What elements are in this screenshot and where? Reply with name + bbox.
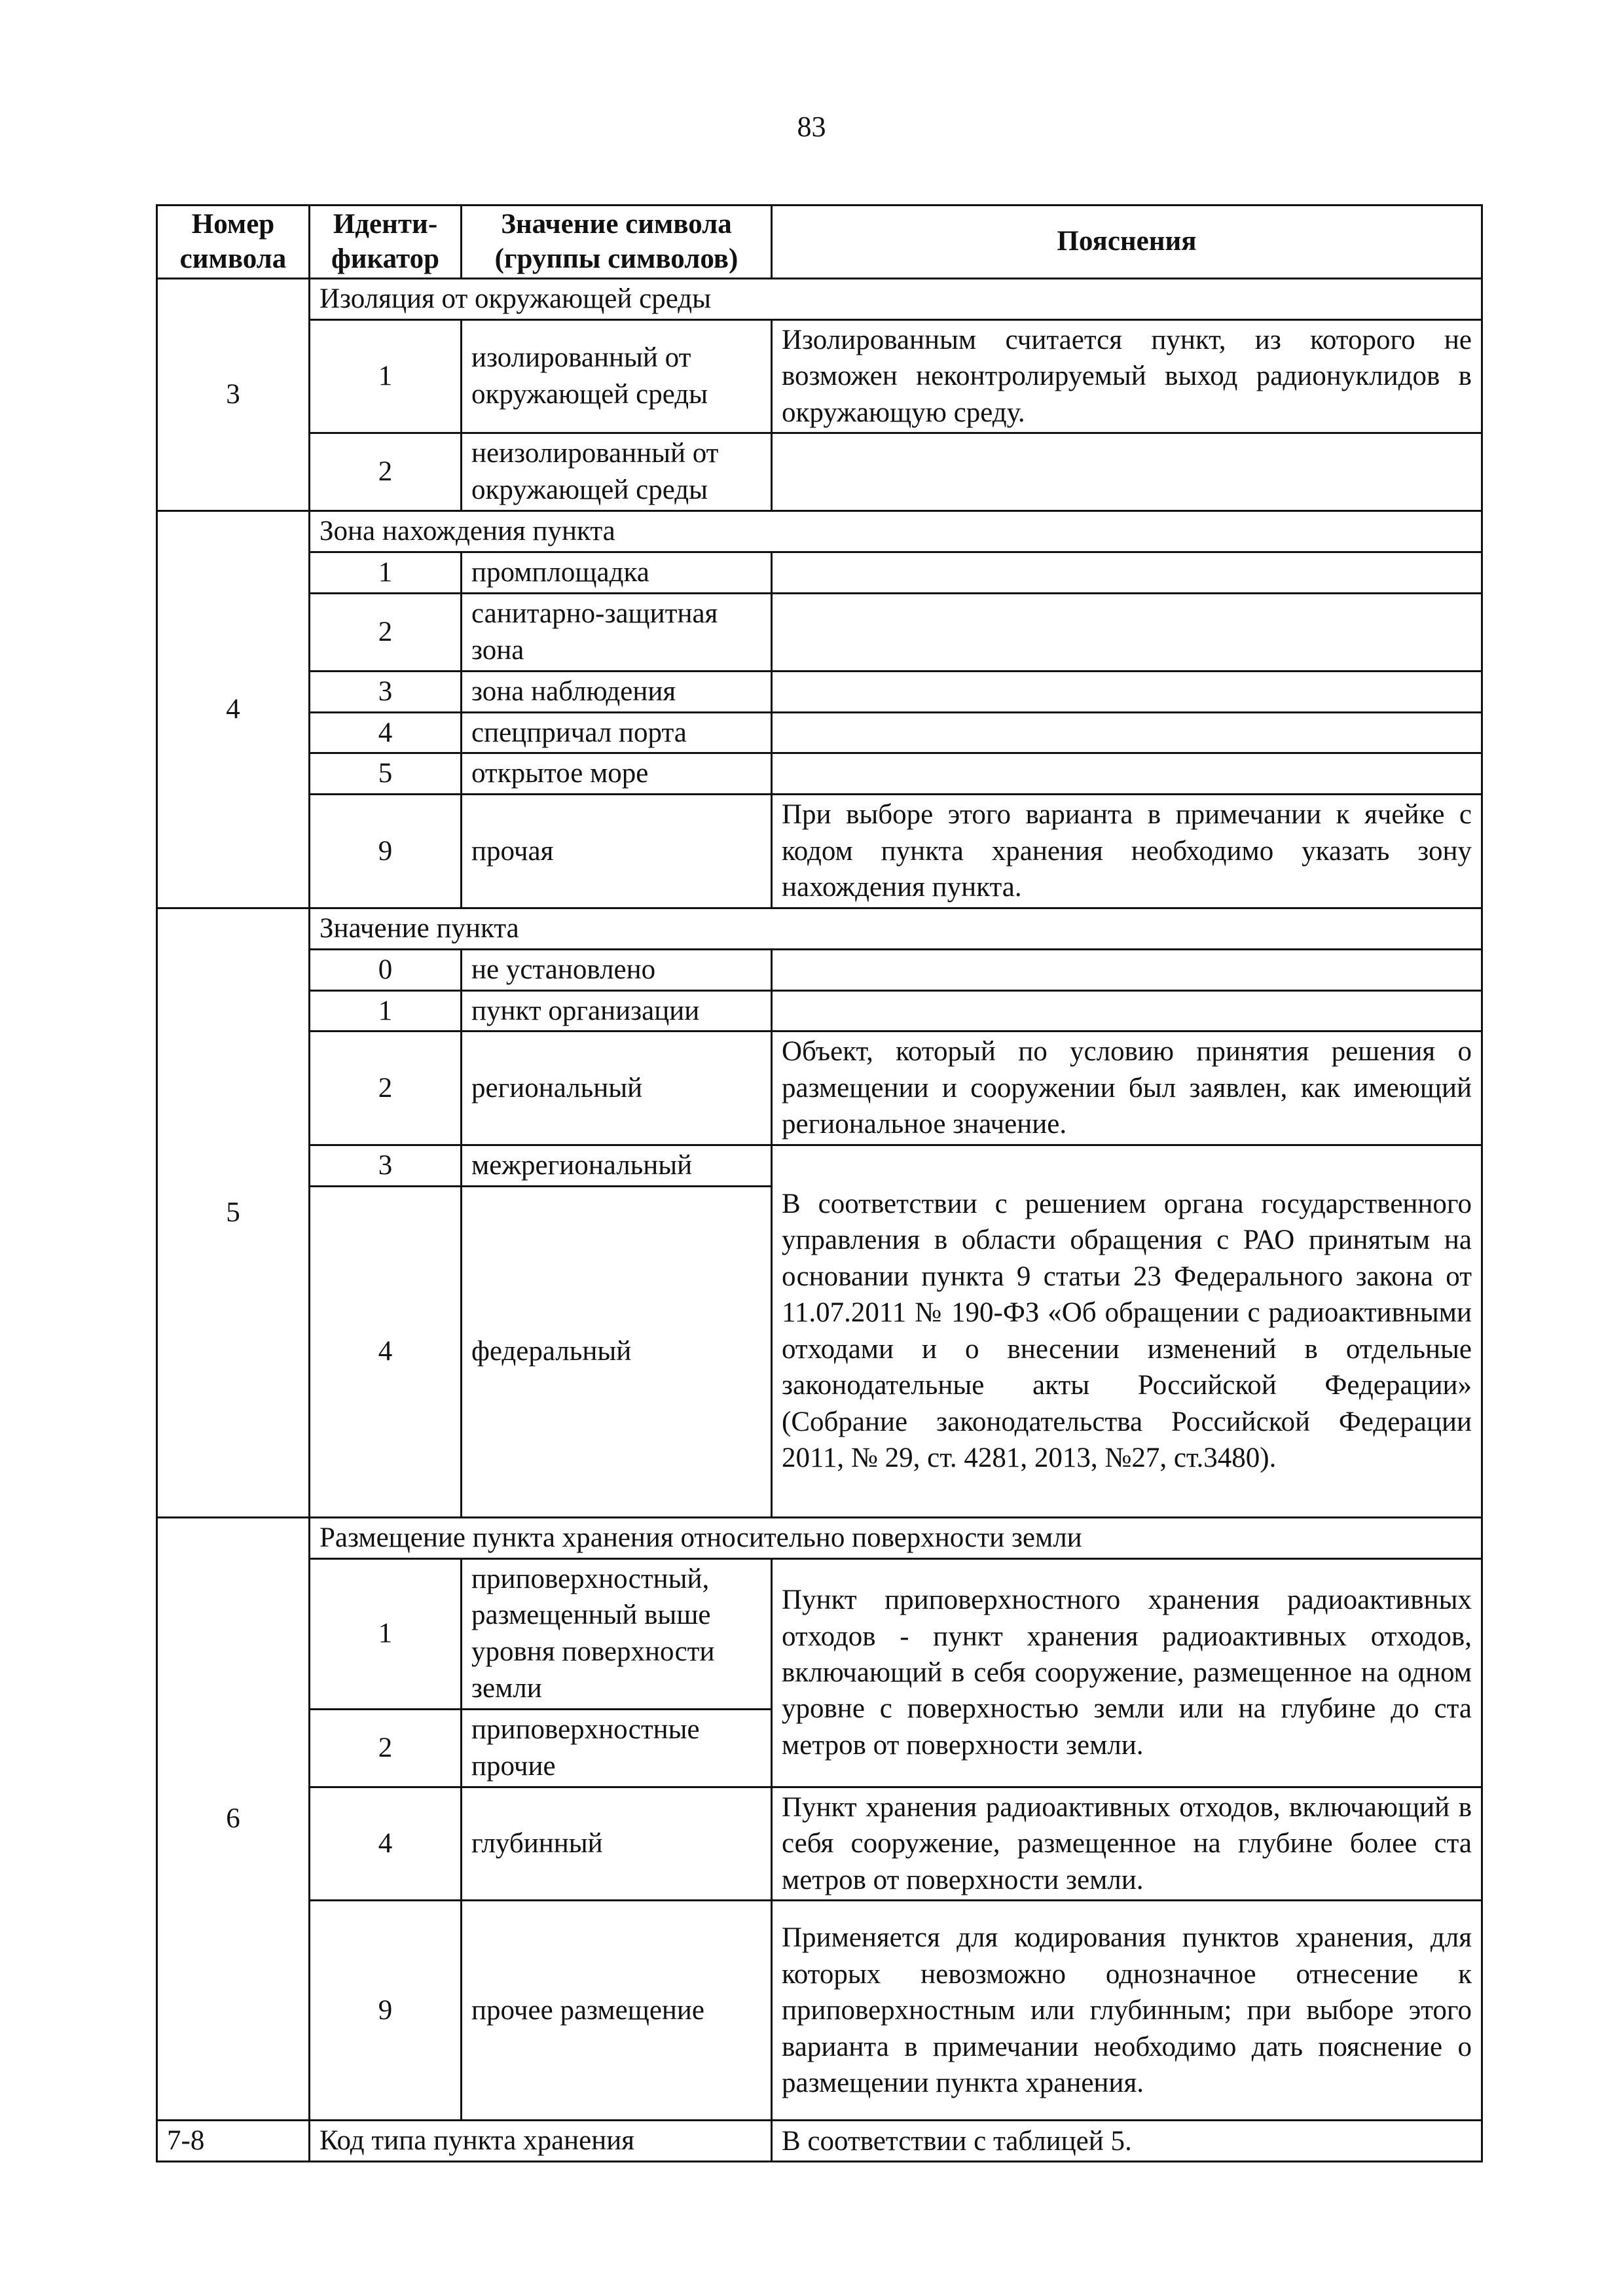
section-row [157,908,1482,949]
table-row [157,671,1482,712]
group-title: Зона нахождения пункта [310,511,1482,552]
meaning-cell: зона наблюдения [462,671,772,712]
table-header-row [157,206,1482,279]
symbol-number: 5 [157,908,310,1517]
meaning-cell: неизолированный от окружающей среды [462,433,772,511]
group-title: Размещение пункта хранения относительно поверхности земли [310,1517,1482,1558]
header-meaning: Значение символа (группы символов) [462,206,772,279]
meaning-cell: приповерхностные прочие [462,1710,772,1787]
symbol-number: 7-8 [157,2121,310,2162]
identifier-cell: 9 [310,1901,462,2121]
meaning-cell: промплощадка [462,552,772,593]
explanation-cell: В соответствии с решением органа государственного управления в области обращения с РАО принятым на основании пункта 9 статьи 23 Федерального закона от 11.07.2011 № 190-ФЗ «Об обращении с радиоактивными отходами и о внесении изменений в отдельные законодательные акты Российской Федерации» (Собрание законодательства Российской Федерации 2011, № 29, ст. 4281, 2013, №27, ст.3480). [772,1145,1482,1517]
group-title: Значение пункта [310,908,1482,949]
identifier-cell: 1 [310,319,462,433]
identifier-cell: 1 [310,552,462,593]
symbols-table [156,204,1483,2162]
table-row [157,990,1482,1031]
meaning-cell: санитарно-защитная зона [462,593,772,671]
identifier-cell: 2 [310,593,462,671]
table-row [157,1145,1482,1186]
meaning-cell: глубинный [462,1787,772,1900]
identifier-cell: 5 [310,753,462,795]
identifier-cell: 4 [310,712,462,753]
meaning-cell: открытое море [462,753,772,795]
meaning-cell: федеральный [462,1186,772,1517]
identifier-cell: 3 [310,1145,462,1186]
identifier-cell: 2 [310,1710,462,1787]
explanation-cell: Изолированным считается пункт, из которого не возможен неконтролируемый выход радионуклидов в окружающую среду. [772,319,1482,433]
explanation-cell [772,949,1482,990]
table-row [157,1031,1482,1145]
table-row [157,433,1482,511]
explanation-cell [772,552,1482,593]
identifier-cell: 0 [310,949,462,990]
section-row [157,1517,1482,1558]
table-row [157,1558,1482,1710]
meaning-cell: спецпричал порта [462,712,772,753]
explanation-cell: Объект, который по условию принятия решения о размещении и сооружении был заявлен, как имеющий региональное значение. [772,1031,1482,1145]
table-row [157,795,1482,908]
header-explanation: Пояснения [772,206,1482,279]
identifier-cell: 4 [310,1186,462,1517]
header-symbol-number: Номер символа [157,206,310,279]
meaning-cell: региональный [462,1031,772,1145]
table-row [157,319,1482,433]
identifier-cell: 2 [310,1031,462,1145]
symbol-number: 6 [157,1517,310,2121]
identifier-cell: 4 [310,1787,462,1900]
meaning-cell: приповерхностный, размещенный выше уровня поверхности земли [462,1558,772,1710]
identifier-cell: 9 [310,795,462,908]
table-row [157,1901,1482,2121]
explanation-cell: Пункт хранения радиоактивных отходов, включающий в себя сооружение, размещенное на глубине более ста метров от поверхности земли. [772,1787,1482,1900]
meaning-cell: прочее размещение [462,1901,772,2121]
identifier-cell: 1 [310,1558,462,1710]
meaning-cell: пункт организации [462,990,772,1031]
table-row [157,949,1482,990]
section-row [157,511,1482,552]
table-row [157,552,1482,593]
table-row [157,2121,1482,2162]
explanation-cell [772,593,1482,671]
explanation-cell [772,990,1482,1031]
section-row [157,279,1482,320]
explanation-cell [772,753,1482,795]
meaning-cell: межрегиональный [462,1145,772,1186]
meaning-cell: изолированный от окружающей среды [462,319,772,433]
explanation-cell: Применяется для кодирования пунктов хранения, для которых невозможно однозначное отнесение к приповерхностным или глубинным; при выборе этого варианта в примечании необходимо дать пояснение о размещении пункта хранения. [772,1901,1482,2121]
explanation-cell: При выборе этого варианта в примечании к ячейке с кодом пункта хранения необходимо указать зону нахождения пункта. [772,795,1482,908]
page-number: 83 [797,111,826,143]
meaning-cell: не установлено [462,949,772,990]
table-row [157,712,1482,753]
explanation-cell [772,433,1482,511]
meaning-cell: прочая [462,795,772,908]
table-row [157,753,1482,795]
header-identifier: Иденти-фикатор [310,206,462,279]
identifier-cell: 2 [310,433,462,511]
table-row [157,593,1482,671]
explanation-cell: Пункт приповерхностного хранения радиоактивных отходов - пункт хранения радиоактивных отходов, включающий в себя сооружение, размещенное на одном уровне с поверхностью земли или на глубине до ста метров от поверхности земли. [772,1558,1482,1787]
group-title: Изоляция от окружающей среды [310,279,1482,320]
identifier-cell: 3 [310,671,462,712]
symbol-number: 4 [157,511,310,908]
identifier-cell: 1 [310,990,462,1031]
table-row [157,1787,1482,1900]
group-title: Код типа пункта хранения [310,2121,772,2162]
explanation-cell: В соответствии с таблицей 5. [772,2121,1482,2162]
explanation-cell [772,712,1482,753]
symbol-number: 3 [157,279,310,511]
explanation-cell [772,671,1482,712]
